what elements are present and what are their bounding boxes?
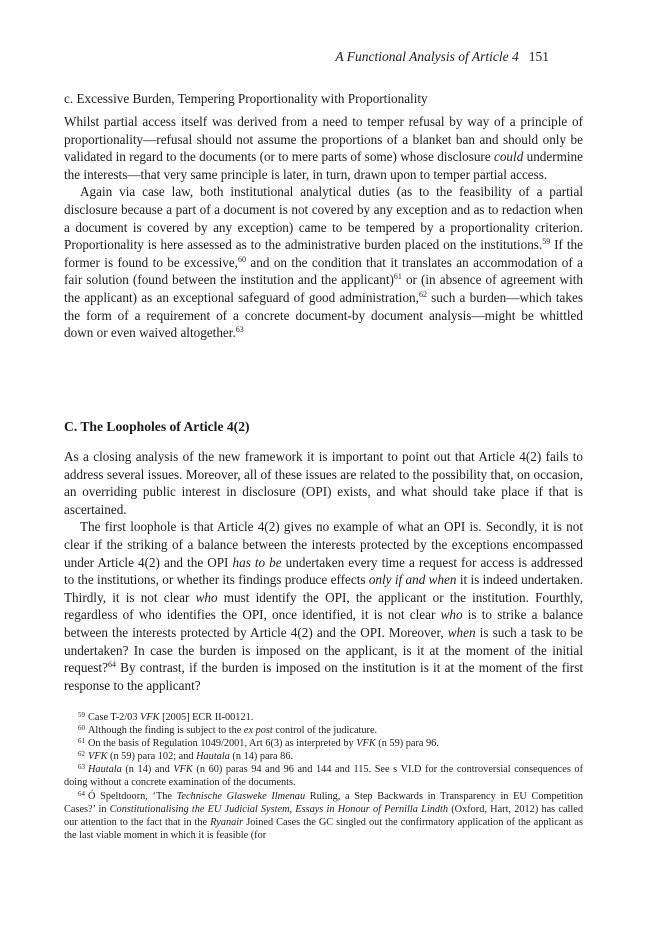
footnote: $^{60}$ Although the finding is subject to the ex post control of the judicature.	[78, 724, 378, 737]
footnote: $^{62}$ VFK (n 59) para 102; and Hautala (n 14) para 86.	[78, 750, 294, 763]
subsection-heading: c. Excessive Burden, Tempering Proportionality with Proportionality	[64, 91, 428, 106]
footnote: $^{63}$ Hautala (n 14) and VFK (n 60) paras 94 and 96 and 144 and 115. See s VI.D for the controversial consequences of doing without a concrete examination of the documents.	[64, 763, 583, 789]
footnote-ref: 59	[542, 237, 551, 247]
footnote-ref: 60	[237, 254, 246, 264]
footnote: $^{61}$ On the basis of Regulation 1049/2001, Art 6(3) as interpreted by VFK (n 59) para 96.	[78, 737, 439, 750]
paragraph: As a closing analysis of the new framework it is important to point out that Article 4(2) fails to address several issues. Moreover, all of these issues are related to the possibility that, on occasion, an overriding public interest in disclosure (OPI) exists, and what should take place if that is ascertained.	[64, 449, 583, 517]
footnotes	[64, 711, 583, 842]
footnote-ref: 64	[107, 660, 116, 670]
section-heading: C. The Loopholes of Article 4(2)	[64, 419, 250, 434]
footnote-ref: 61	[393, 272, 402, 282]
paragraph: Whilst partial access itself was derived from a need to temper refusal by way of a principle of proportionality—refusal should not assume the proportions of a blanket ban and should only be validated in regard to the documents (or to mere parts of some) whose disclosure could undermine the interests—that very same principle is later, in turn, drawn upon to temper partial access.	[64, 114, 583, 182]
paragraph: The first loophole is that Article 4(2) gives no example of what an OPI is. Secondly, it is not clear if the striking of a balance between the interests protected by the exceptions encompassed under Article 4(2) and the OPI has to be undertaken every time a request for access is addressed to the institutions, or whether its findings produce effects only if and when it is indeed undertaken. Thirdly, it is not clear who must identify the OPI, the applicant or the institution. Fourthly, regardless of who identifies the OPI, once identified, it is not clear who is to strike a balance between the interests protected by Article 4(2) and the OPI. Moreover, when is such a task to be undertaken? In case the burden is imposed on the applicant, is it at the moment of the initial request?$^{64}$ By contrast, if the burden is imposed on the institution is it at the moment of the first response to the applicant?	[64, 519, 583, 693]
footnote: $^{64}$ Ó Speltdoorn, ‘The Technische Glasweke Ilmenau Ruling, a Step Backwards in Transparency in EU Competition Cases?’ in Constitutionalising the EU Judicial System, Essays in Honour of Pernilla Lindth (Oxford, Hart, 2012) has called our attention to the fact that in the Ryanair Joined Cases the GC singled out the confirmatory application of the applicant as the last viable moment in which it is feasible (for	[64, 789, 583, 841]
footnote-ref: 62	[418, 289, 427, 299]
paragraph: Again via case law, both institutional analytical duties (as to the feasibility of a partial disclosure because a part of a document is not covered by any exception and as to redaction when a document is covered by any exception) came to be tempered by a proportionality criterion. Proportionality is here assessed as to the administrative burden placed on the institutions.$^{59}$ If the former is found to be excessive,$^{60}$ and on the condition that it translates an accommodation of a fair solution (found between the institution and the applicant)$^{61}$ or (in absence of agreement with the applicant) as an exceptional safeguard of good administration,$^{62}$ such a burden—which takes the form of a requirement of a concrete document-by document analysis—might be whittled down or even waived altogether.$^{63}$	[64, 184, 583, 341]
section-body	[64, 448, 583, 694]
running-head-title: A Functional Analysis of Article 4	[335, 49, 519, 64]
subsection-body	[64, 113, 583, 342]
running-head	[335, 48, 549, 66]
footnote-ref: 63	[235, 325, 244, 335]
footnote: $^{59}$ Case T-2/03 VFK [2005] ECR II-00121.	[78, 711, 254, 723]
page-number: 151	[528, 49, 549, 64]
